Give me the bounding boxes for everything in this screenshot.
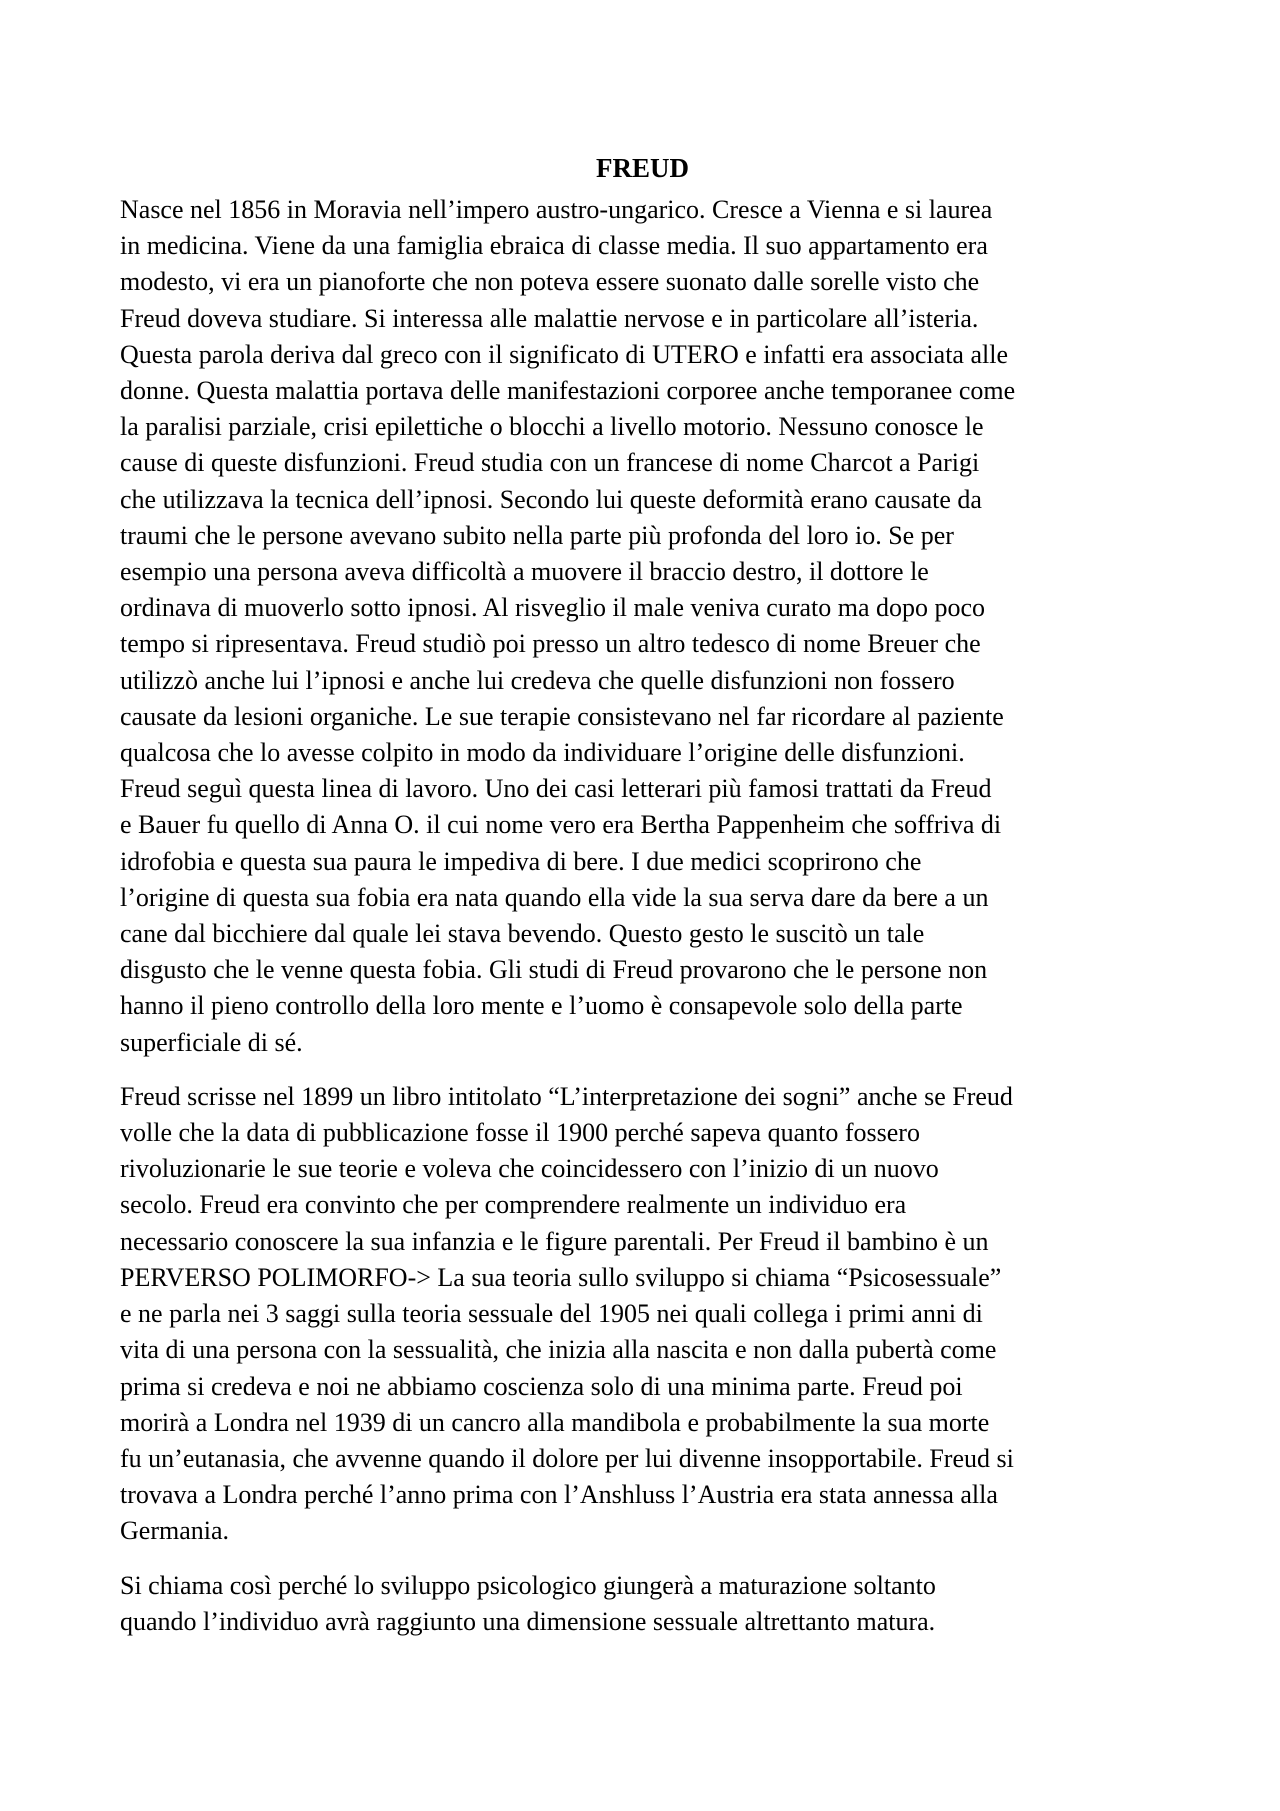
text-line: disgusto che le venne questa fobia. Gli studi di Freud provarono che le persone non [120, 955, 988, 985]
text-line: morirà a Londra nel 1939 di un cancro alla mandibola e probabilmente la sua morte [120, 1407, 990, 1437]
text-line: idrofobia e questa sua paura le impediva di bere. I due medici scoprirono che [120, 846, 922, 876]
text-line: Questa parola deriva dal greco con il significato di UTERO e infatti era associata alle [120, 339, 1008, 369]
text-line: e ne parla nei 3 saggi sulla teoria sessuale del 1905 nei quali collega i primi anni di [120, 1299, 983, 1329]
text-line: che utilizzava la tecnica dell’ipnosi. Secondo lui queste deformità erano causate da [120, 484, 982, 514]
text-line: secolo. Freud era convinto che per comprendere realmente un individuo era [120, 1190, 907, 1220]
text-line: fu un’eutanasia, che avvenne quando il dolore per lui divenne insopportabile. Freud si [120, 1443, 1014, 1473]
text-line: qualcosa che lo avesse colpito in modo da individuare l’origine delle disfunzioni. [120, 738, 965, 768]
paragraph-1 [120, 192, 1165, 1061]
text-line: e Bauer fu quello di Anna O. il cui nome vero era Bertha Pappenheim che soffriva di [120, 810, 1002, 840]
text-line: l’origine di questa sua fobia era nata quando ella vide la sua serva dare da bere a un [120, 882, 989, 912]
text-line: hanno il pieno controllo della loro mente e l’uomo è consapevole solo della parte [120, 991, 963, 1021]
text-line: traumi che le persone avevano subito nella parte più profonda del loro io. Se per [120, 520, 954, 550]
text-line: necessario conoscere la sua infanzia e le figure parentali. Per Freud il bambino è un [120, 1226, 989, 1256]
text-line: in medicina. Viene da una famiglia ebraica di classe media. Il suo appartamento era [120, 231, 988, 261]
text-line: quando l’individuo avrà raggiunto una dimensione sessuale altrettanto matura. [120, 1606, 936, 1636]
text-line: PERVERSO POLIMORFO-> La sua teoria sullo sviluppo si chiama “Psicosessuale” [120, 1262, 1002, 1292]
text-line: trovava a Londra perché l’anno prima con l’Anshluss l’Austria era stata annessa alla [120, 1480, 998, 1510]
text-line: utilizzò anche lui l’ipnosi e anche lui credeva che quelle disfunzioni non fossero [120, 665, 955, 695]
text-line: modesto, vi era un pianoforte che non poteva essere suonato dalle sorelle visto che [120, 267, 980, 297]
text-line: Si chiama così perché lo sviluppo psicologico giungerà a maturazione soltanto [120, 1570, 936, 1600]
document-title: FREUD [596, 153, 689, 183]
text-line: causate da lesioni organiche. Le sue terapie consistevano nel far ricordare al paziente [120, 701, 1004, 731]
text-line: superficiale di sé. [120, 1027, 303, 1057]
text-line: vita di una persona con la sessualità, che inizia alla nascita e non dalla pubertà come [120, 1335, 997, 1365]
text-line: donne. Questa malattia portava delle manifestazioni corporee anche temporanee come [120, 376, 1016, 406]
text-line: rivoluzionarie le sue teorie e voleva che coincidessero con l’inizio di un nuovo [120, 1154, 939, 1184]
text-line: prima si credeva e noi ne abbiamo coscienza solo di una minima parte. Freud poi [120, 1371, 963, 1401]
text-line: Freud seguì questa linea di lavoro. Uno dei casi letterari più famosi trattati da Freud [120, 774, 992, 804]
text-line: cause di queste disfunzioni. Freud studia con un francese di nome Charcot a Parigi [120, 448, 980, 478]
text-line: Nasce nel 1856 in Moravia nell’impero austro-ungarico. Cresce a Vienna e si laurea [120, 195, 993, 224]
paragraph-3 [120, 1568, 1165, 1640]
text-line: ordinava di muoverlo sotto ipnosi. Al risveglio il male veniva curato ma dopo poco [120, 593, 986, 623]
text-line: esempio una persona aveva difficoltà a muovere il braccio destro, il dottore le [120, 557, 929, 587]
text-line: cane dal bicchiere dal quale lei stava bevendo. Questo gesto le suscitò un tale [120, 919, 925, 949]
text-line: Freud scrisse nel 1899 un libro intitolato “L’interpretazione dei sogni” anche se Freud [120, 1081, 1013, 1111]
paragraph-2 [120, 1079, 1165, 1550]
text-line: tempo si ripresentava. Freud studiò poi presso un altro tedesco di nome Breuer che [120, 629, 981, 659]
text-line: Freud doveva studiare. Si interessa alle malattie nervose e in particolare all’isteria. [120, 303, 979, 333]
text-line: volle che la data di pubblicazione fosse il 1900 perché sapeva quanto fossero [120, 1118, 920, 1148]
text-line: la paralisi parziale, crisi epilettiche o blocchi a livello motorio. Nessuno conosce le [120, 412, 984, 442]
text-line: Germania. [120, 1516, 230, 1546]
